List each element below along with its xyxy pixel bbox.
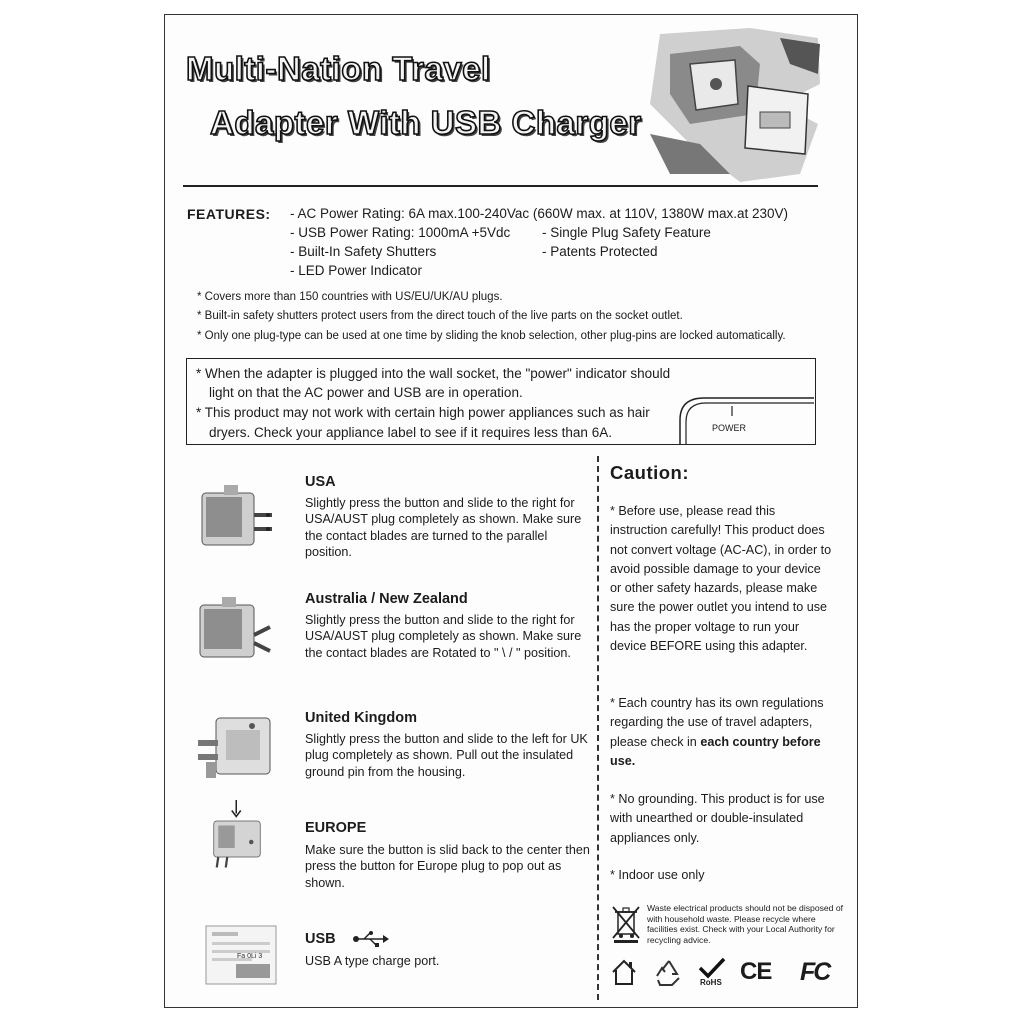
section-europe-body: Make sure the button is slid back to the center then press the button for Europe plug to pop out as shown. xyxy=(305,843,590,890)
feature-led-indicator: - LED Power Indicator xyxy=(290,263,423,278)
section-usb-body: USB A type charge port. xyxy=(305,954,440,968)
note-countries: * Covers more than 150 countries with US/EU/UK/AU plugs. xyxy=(197,291,503,303)
weee-bin-icon xyxy=(610,904,642,944)
caution-paragraph-3: * No grounding. This product is for use with unearthed or double-insulated appliances only. xyxy=(610,792,825,845)
section-usb-title: USB xyxy=(305,931,336,947)
power-led-diagram xyxy=(676,390,816,446)
feature-single-plug: - Single Plug Safety Feature xyxy=(542,225,711,240)
usa-adapter-image xyxy=(198,483,276,555)
title-line-1: Multi-Nation Travel xyxy=(186,50,491,87)
caution-paragraph-2 xyxy=(610,694,835,771)
usb-label-sticker-text: Fa 0Li 3 xyxy=(237,953,263,960)
caution-title: Caution: xyxy=(610,462,690,483)
indoor-use-house-icon xyxy=(610,958,638,986)
note-one-plug: * Only one plug-type can be used at one time by sliding the knob selection, other plug-pins are locked automatically. xyxy=(197,330,786,342)
header-rule xyxy=(183,185,818,187)
australia-adapter-image xyxy=(196,595,274,667)
feature-usb-rating: - USB Power Rating: 1000mA +5Vdc xyxy=(290,225,511,240)
caution-p2-text: * Each country has its own regulations regarding the use of travel adapters, please check in xyxy=(610,696,824,749)
feature-patents: - Patents Protected xyxy=(542,244,658,259)
section-europe-title: EUROPE xyxy=(305,820,367,836)
rohs-check-icon xyxy=(697,956,727,980)
section-uk-body: Slightly press the button and slide to the left for UK plug completely as shown. Pull out the insulated ground pin from the housing. xyxy=(305,732,588,779)
feature-safety-shutters: - Built-In Safety Shutters xyxy=(290,244,437,259)
section-australia-title: Australia / New Zealand xyxy=(305,591,468,607)
power-box-line-4: dryers. Check your appliance label to see if it requires less than 6A. xyxy=(209,425,612,440)
section-uk-title: United Kingdom xyxy=(305,710,417,726)
power-label: POWER xyxy=(712,423,747,433)
usb-icon xyxy=(352,930,390,948)
note-shutters: * Built-in safety shutters protect users from the direct touch of the live parts on the socket outlet. xyxy=(197,310,683,322)
features-heading: FEATURES: xyxy=(187,206,271,222)
uk-adapter-image xyxy=(196,710,274,782)
ce-mark: CE xyxy=(740,958,772,985)
power-box-line-2: light on that the AC power and USB are in operation. xyxy=(209,385,523,400)
title-line-2: Adapter With USB Charger xyxy=(210,104,642,141)
waste-notice: Waste electrical products should not be disposed of with household waste. Please recycle where facilities exist. Check with your Local Authority for recycling advice. xyxy=(647,903,844,945)
section-usa-title: USA xyxy=(305,474,336,490)
section-australia-body: Slightly press the button and slide to the right for USA/AUST plug completely as shown. Make sure the contact blades are Rotated to " \ / " position. xyxy=(305,613,582,660)
rohs-label: RoHS xyxy=(700,978,722,987)
caution-p2-bold: each country before use. xyxy=(610,734,821,768)
recycle-icon xyxy=(654,958,684,988)
caution-paragraph-4: * Indoor use only xyxy=(610,868,705,882)
power-box-line-3: * This product may not work with certain high power appliances such as hair xyxy=(196,405,650,420)
adapter-photo xyxy=(630,24,826,186)
feature-ac-rating: - AC Power Rating: 6A max.100-240Vac (660W max. at 110V, 1380W max.at 230V) xyxy=(290,206,789,221)
column-divider xyxy=(597,456,599,1000)
section-usa-body: Slightly press the button and slide to the right for USA/AUST plug completely as shown. Make sure the contact blades are turned to the parallel position. xyxy=(305,496,582,559)
europe-adapter-image xyxy=(198,800,276,872)
power-box-line-1: * When the adapter is plugged into the wall socket, the "power" indicator should xyxy=(196,366,671,381)
caution-paragraph-1: * Before use, please read this instruction carefully! This product does not convert voltage (AC-AC), in order to avoid possible damage to your device or other safety hazards, please make sure the power outlet you intend to use has the proper voltage to run your device BEFORE using this adapter. xyxy=(610,504,832,654)
fcc-mark: FC xyxy=(800,958,830,986)
